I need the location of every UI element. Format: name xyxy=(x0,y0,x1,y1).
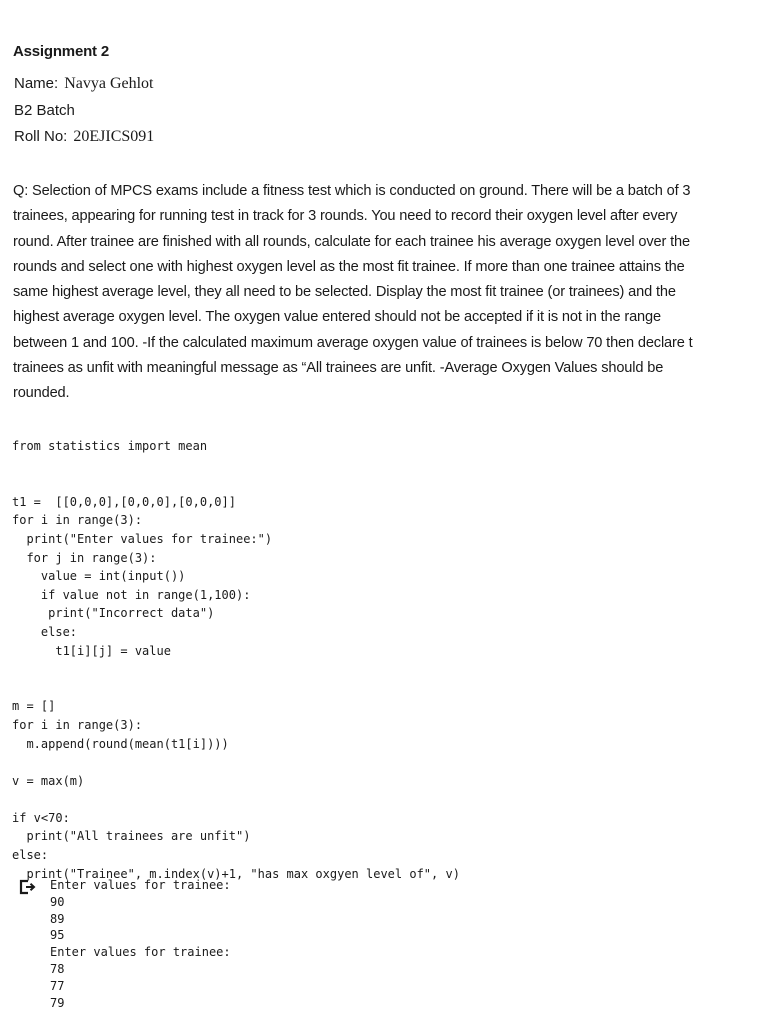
question-line: rounded. xyxy=(13,385,70,402)
code-line: t1[i][j] = value xyxy=(12,643,171,658)
name-value: Navya Gehlot xyxy=(64,75,154,92)
question-line: Q: Selection of MPCS exams include a fitness test which is conducted on ground. There will be a batch of 3 xyxy=(13,183,691,199)
code-line: m.append(round(mean(t1[i]))) xyxy=(12,736,229,751)
code-line: for i in range(3): xyxy=(12,717,143,732)
output-line: 90 xyxy=(50,894,65,909)
code-line: from statistics import mean xyxy=(12,439,208,453)
question-line: highest average oxygen level. The oxygen value entered should not be accepted if it is not in the range xyxy=(13,309,661,326)
code-line: if v<70: xyxy=(12,810,70,825)
code-line xyxy=(12,679,460,698)
question-line: trainees as unfit with meaningful message as “All trainees are unfit. -Average Oxygen Values should be xyxy=(13,360,664,377)
roll-value: 20EJICS091 xyxy=(73,128,155,145)
code-line: print("All trainees are unfit") xyxy=(12,829,251,844)
question-line: round. After trainee are finished with all rounds, calculate for each trainee his average oxygen level over the xyxy=(13,233,690,250)
output-line: 77 xyxy=(50,978,65,993)
code-line xyxy=(12,753,460,772)
output-block xyxy=(50,877,231,1011)
output-line: 89 xyxy=(50,911,65,926)
output-line: Enter values for trainee: xyxy=(50,878,231,892)
code-line: else: xyxy=(12,848,49,863)
roll-line xyxy=(14,128,154,146)
roll-label: Roll No: xyxy=(14,128,68,145)
code-line: t1 = [[0,0,0],[0,0,0],[0,0,0]] xyxy=(12,494,236,509)
output-line: Enter values for trainee: xyxy=(50,945,231,960)
code-line: print("Enter values for trainee:") xyxy=(12,531,273,546)
batch-line: B2 Batch xyxy=(14,102,75,119)
output-line: 78 xyxy=(50,961,65,976)
code-line: for i in range(3): xyxy=(12,513,143,528)
output-arrow-icon xyxy=(18,878,36,896)
output-line: 79 xyxy=(50,995,65,1010)
code-line: m = [] xyxy=(12,699,56,714)
code-line xyxy=(12,456,460,475)
code-line: print("Incorrect data") xyxy=(12,606,215,621)
code-line: print("Trainee", m.index(v)+1, "has max oxgyen level of", v) xyxy=(12,866,460,881)
question-line: between 1 and 100. -If the calculated maximum average oxygen value of trainees is below 70 then declare t xyxy=(13,334,693,351)
code-line: if value not in range(1,100): xyxy=(12,587,251,602)
code-line: v = max(m) xyxy=(12,773,85,788)
question-text xyxy=(13,179,768,407)
question-line: rounds and select one with highest oxygen level as the most fit trainee. If more than one trainee attains the xyxy=(13,258,685,275)
question-line: same highest average level, they all need to be selected. Display the most fit trainee (or trainees) and the xyxy=(13,284,676,301)
assignment-title: Assignment 2 xyxy=(13,43,109,60)
code-line: value = int(input()) xyxy=(12,569,186,584)
code-line: else: xyxy=(12,624,78,639)
name-label: Name: xyxy=(14,75,59,92)
code-line: for j in range(3): xyxy=(12,550,157,565)
code-line xyxy=(12,474,460,493)
question-line: trainees, appearing for running test in track for 3 rounds. You need to record their oxygen level after every xyxy=(13,208,678,225)
output-line: 95 xyxy=(50,928,65,943)
code-line xyxy=(12,790,460,809)
code-block xyxy=(12,437,460,883)
name-line xyxy=(14,75,154,93)
code-line xyxy=(12,660,460,679)
